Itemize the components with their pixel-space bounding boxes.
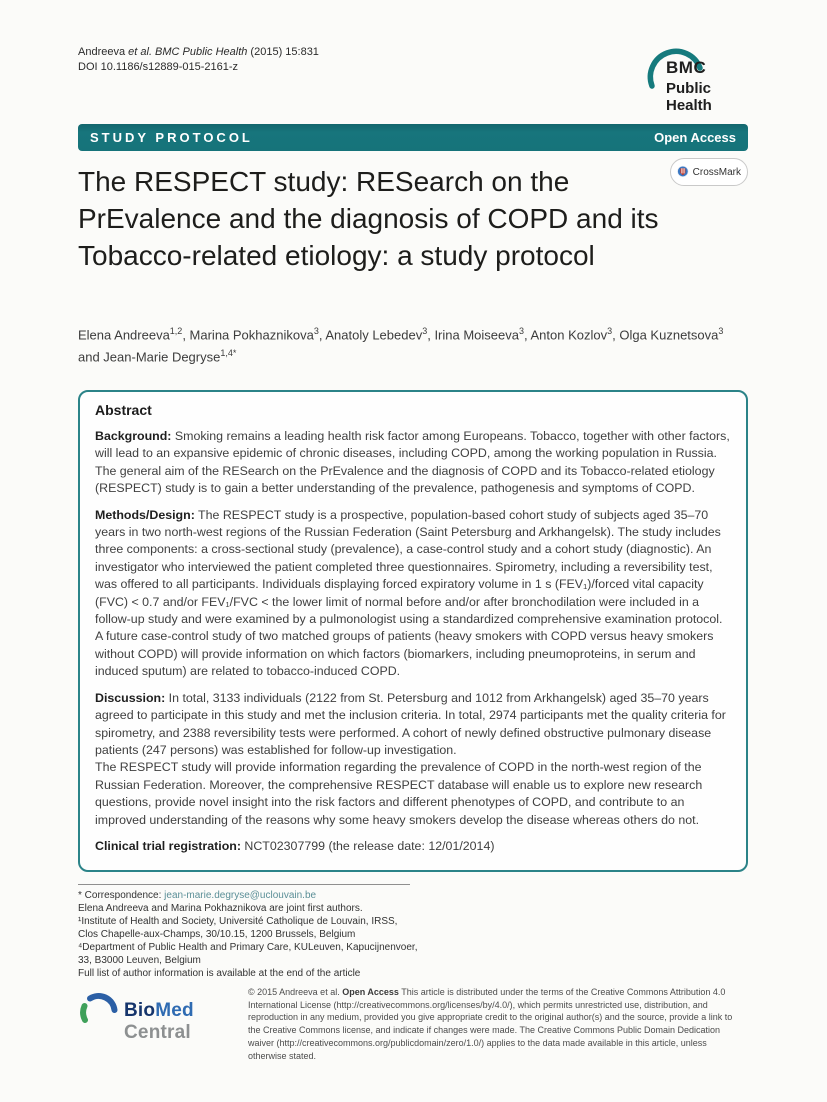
abstract-background: [95, 428, 731, 498]
methods-text: The RESPECT study is a prospective, population-based cohort study of subjects aged 35–70 years in two north-west regions of the Russian Federation (Saint Petersburg and Arkhangelsk). The study includes three components: a cross-sectional study (prevalence), a case-control study and a cohort study (diagnostic). An investigator who interviewed the patient completed three questionnaires. Spirometry, including a reversibility test, was offered to all participants. Individuals displaying forced expiratory volume in 1 s (FEV₁)/forced vital capacity (FVC) < 0.7 and/or FEV₁/FVC < the lower limit of normal before and/or after bronchodilation were included in a follow-up study and were examined by a pulmonologist using a standardized comprehensive examination protocol. A future case-control study of two matched groups of patients (heavy smokers with COPD versus heavy smokers without COPD) will provide information on which factors (biomarkers, including pneumoproteins, in serum and induced sputum) are related to tobacco-induced COPD.: [95, 507, 723, 679]
abstract-methods: [95, 507, 731, 681]
joint-first-authors-note: Elena Andreeva and Marina Pokhaznikova are joint first authors.: [78, 903, 363, 914]
correspondence-line: [78, 889, 420, 902]
methods-label: Methods/Design:: [95, 507, 195, 522]
article-type-banner: [78, 124, 748, 151]
footnotes-block: [78, 889, 420, 980]
full-author-info-note: Full list of author information is available at the end of the article: [78, 968, 361, 979]
biomed-ring-icon: [78, 992, 120, 1034]
citation-block: [78, 45, 319, 75]
open-access-label: Open Access: [654, 130, 736, 145]
affiliation-1: ¹Institute of Health and Society, Université Catholique de Louvain, IRSS, Clos Chapelle-aux-Champs, 30/10.15, 1200 Brussels, Belgium: [78, 916, 398, 940]
crossmark-icon: [677, 160, 689, 184]
citation-doi: DOI 10.1186/s12889-015-2161-z: [78, 61, 239, 73]
logo-central: Central: [124, 1022, 191, 1043]
logo-med: Med: [155, 1000, 194, 1021]
license-text: This article is distributed under the terms of the Creative Commons Attribution 4.0 International License (http://creativecommons.org/licenses/by/4.0/), which permits unrestricted use, distribution, and reproduction in any medium, provided you give appropriate credit to the original author(s) and the source, provide a link to the Creative Commons license, and indicate if changes were made. The Creative Commons Public Domain Dedication waiver (http://creativecommons.org/publicdomain/zero/1.0/) applies to the data made available in this article, unless otherwise stated.: [248, 987, 733, 1061]
author-affiliation-sup: 3: [518, 326, 524, 336]
discussion-text: In total, 3133 individuals (2122 from St. Petersburg and 1012 from Arkhangelsk) aged 35–70 years agreed to participate in this study and met the inclusion criteria. In total, 2974 participants met the quality criteria for spirometry, and 2388 reversibility tests were performed. A cohort of newly defined obstructive pulmonary disease patients (247 persons) was established for follow-up investigation.: [95, 690, 726, 757]
discussion-label: Discussion:: [95, 690, 166, 705]
background-label: Background:: [95, 429, 172, 443]
correspondence-email-link[interactable]: jean-marie.degryse@uclouvain.be: [164, 890, 317, 901]
journal-logo-bmc: BMC: [666, 58, 707, 77]
abstract-discussion: [95, 690, 731, 760]
abstract-heading: Abstract: [95, 402, 152, 418]
abstract-discussion-2: The RESPECT study will provide information regarding the prevalence of COPD in the north-west region of the Russian Federation. Moreover, the comprehensive RESPECT database will enable us to explore new research questions, provide novel insight into the risk factors and different phenotypes of COPD, and contribute to an improved understanding of the reasons why some heavy smokers develop the disease whereas others do not.: [95, 760, 703, 827]
author-affiliation-sup: 3: [313, 326, 319, 336]
registration-label: Clinical trial registration:: [95, 838, 241, 853]
article-title: The RESPECT study: RESearch on the PrEvalence and the diagnosis of COPD and its Tobacco-related etiology: a study protocol: [78, 166, 659, 271]
registration-text: NCT02307799 (the release date: 12/01/2014): [240, 838, 495, 853]
footnote-divider: [78, 884, 410, 885]
journal-logo: [638, 42, 750, 114]
author-affiliation-sup: 3: [607, 326, 613, 336]
article-type-label: STUDY PROTOCOL: [90, 130, 253, 145]
publisher-wordmark: [124, 1000, 243, 1044]
author-affiliation-sup: 1,4*: [220, 348, 237, 359]
license-statement: [248, 986, 746, 1062]
abstract-registration: [95, 838, 731, 855]
author-list: Elena Andreeva$^{1,2}$, Marina Pokhaznikova$^3$, Anatoly Lebedev$^3$, Irina Moiseeva$^3$, Anton Kozlov$^3$, Olga Kuznetsova$^3$ and Jean-Marie Degryse$^{1,4*}$: [78, 326, 724, 365]
abstract-box: [78, 390, 748, 872]
affiliation-4: ⁴Department of Public Health and Primary Care, KULeuven, Kapucijnenvoer, 33, B3000 Leuven, Belgium: [78, 942, 418, 966]
publisher-logo: [78, 992, 243, 1043]
open-access-bold: Open Access: [342, 987, 399, 997]
citation-journal: et al. BMC Public Health: [128, 46, 248, 58]
citation-volume: (2015) 15:831: [247, 46, 319, 58]
logo-bio: Bio: [124, 1000, 156, 1021]
citation-author: Andreeva: [78, 46, 129, 58]
author-affiliation-sup: 3: [422, 326, 428, 336]
crossmark-label: CrossMark: [692, 166, 741, 178]
author-affiliation-sup: 1,2: [169, 326, 183, 336]
copyright-prefix: © 2015 Andreeva et al.: [248, 987, 343, 997]
citation-line: [78, 45, 319, 60]
crossmark-badge[interactable]: [670, 158, 748, 186]
correspondence-label: * Correspondence:: [78, 890, 165, 901]
journal-logo-name: Public Health: [666, 80, 712, 114]
background-text: Smoking remains a leading health risk factor among Europeans. Tobacco, together with other factors, will lead to an expansive epidemic of chronic diseases, including COPD, among the working population in Russia. The general aim of the RESearch on the PrEvalence and the diagnosis of COPD and its Tobacco-related etiology (RESPECT) study is to gain a better understanding of the prevalence, pathogenesis and symptoms of COPD.: [95, 429, 730, 496]
author-affiliation-sup: 3: [718, 326, 724, 336]
